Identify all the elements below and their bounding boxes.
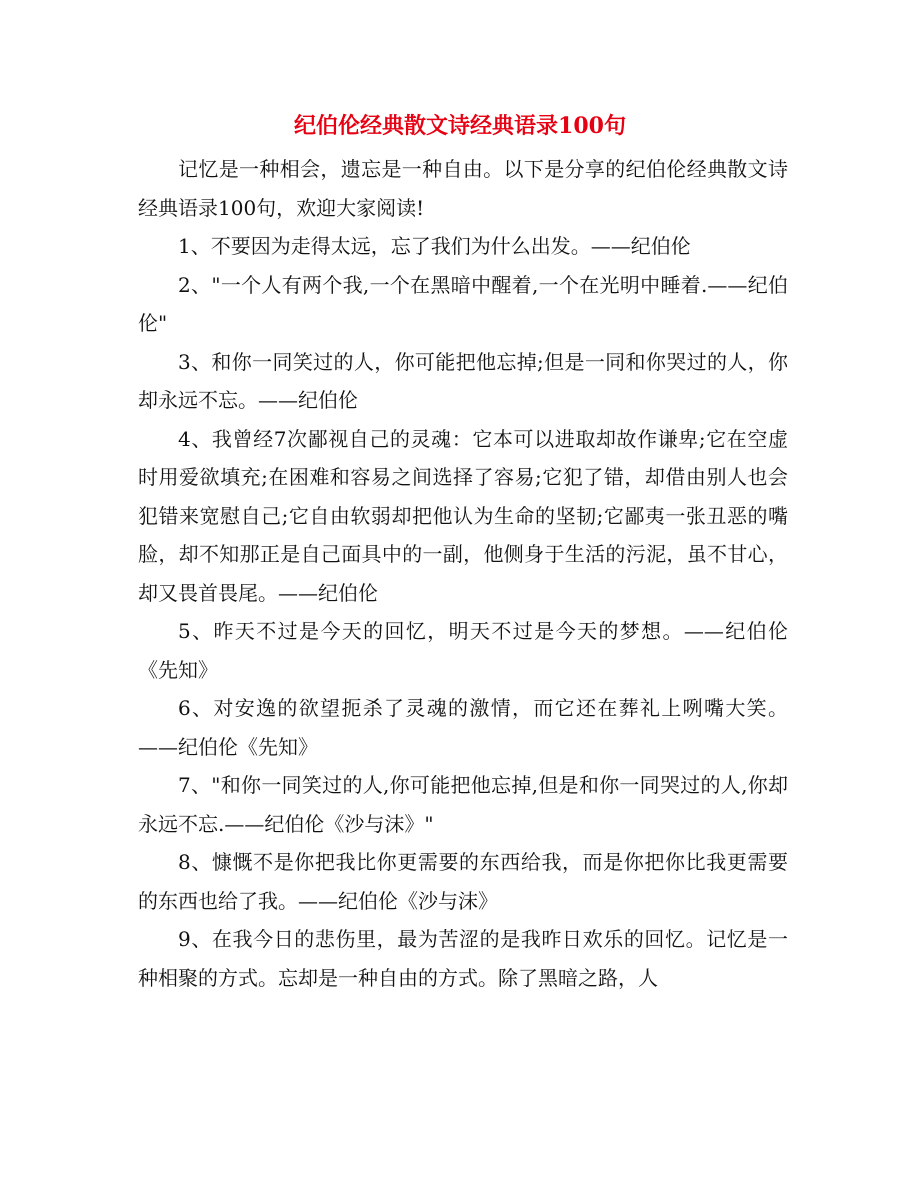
quote-paragraph: 6、对安逸的欲望扼杀了灵魂的激情，而它还在葬礼上咧嘴大笑。——纪伯伦《先知》 bbox=[138, 696, 788, 759]
quote-paragraph: 7、"和你一同笑过的人,你可能把他忘掉,但是和你一同哭过的人,你却永远不忘.——纪伯伦《沙与沫》" bbox=[138, 773, 788, 836]
quote-paragraph: 4、我曾经7次鄙视自己的灵魂：它本可以进取却故作谦卑;它在空虚时用爱欲填充;在困难和容易之间选择了容易;它犯了错，却借由别人也会犯错来宽慰自己;它自由软弱却把他认为生命的坚韧;它鄙夷一张丑恶的嘴脸，却不知那正是自己面具中的一副，他侧身于生活的污泥，虽不甘心，却又畏首畏尾。——纪伯伦 bbox=[138, 426, 788, 605]
quote-paragraph: 8、慷慨不是你把我比你更需要的东西给我，而是你把你比我更需要的东西也给了我。——纪伯伦《沙与沫》 bbox=[138, 850, 788, 913]
quote-paragraph: 2、"一个人有两个我,一个在黑暗中醒着,一个在光明中睡着.——纪伯伦" bbox=[138, 272, 788, 335]
quote-paragraph: 9、在我今日的悲伤里，最为苦涩的是我昨日欢乐的回忆。记忆是一种相聚的方式。忘却是一种自由的方式。除了黑暗之路，人 bbox=[138, 927, 788, 990]
document-body bbox=[138, 150, 788, 997]
intro-paragraph: 记忆是一种相会，遗忘是一种自由。以下是分享的纪伯伦经典散文诗经典语录100句，欢迎大家阅读! bbox=[138, 157, 788, 220]
quote-paragraph: 1、不要因为走得太远，忘了我们为什么出发。——纪伯伦 bbox=[178, 234, 691, 258]
quote-paragraph: 5、昨天不过是今天的回忆，明天不过是今天的梦想。——纪伯伦《先知》 bbox=[138, 619, 788, 682]
quote-paragraph: 3、和你一同笑过的人，你可能把他忘掉;但是一同和你哭过的人，你却永远不忘。——纪伯伦 bbox=[138, 349, 788, 412]
page-title: 纪伯伦经典散文诗经典语录100句 bbox=[294, 113, 626, 139]
